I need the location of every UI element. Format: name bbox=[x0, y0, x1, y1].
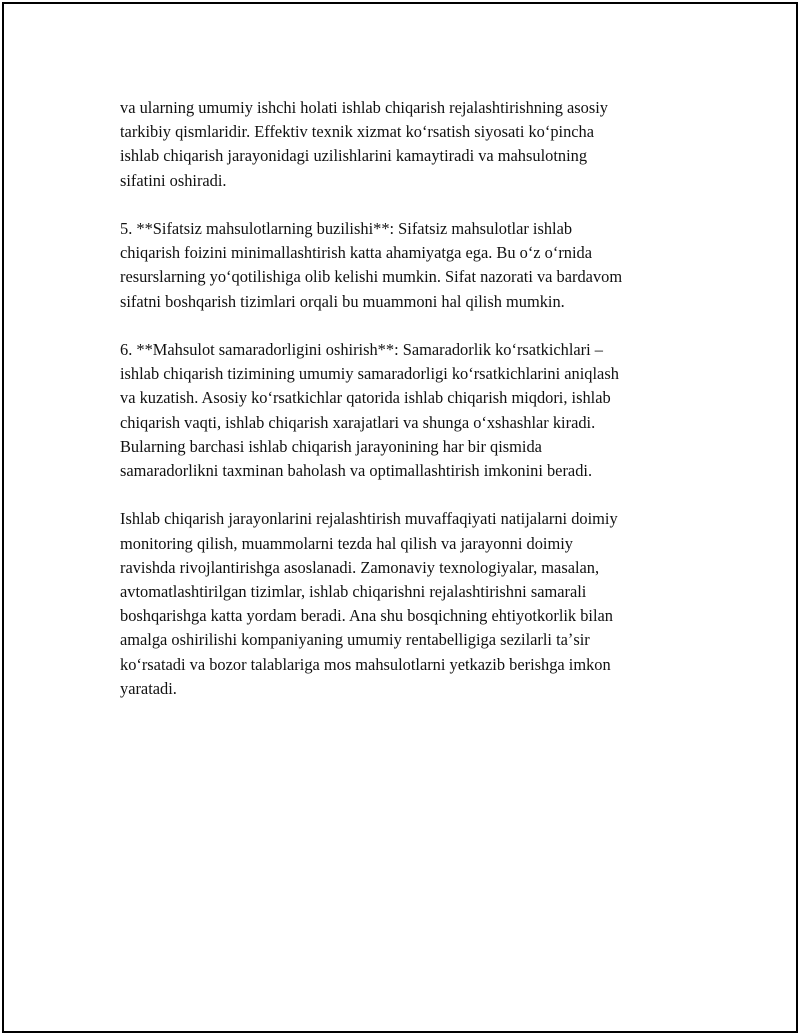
document-page bbox=[2, 2, 798, 1033]
paragraph-defective-products: 5. **Sifatsiz mahsulotlarning buzilishi**: Sifatsiz mahsulotlar ishlab chiqarish foizini minimallashtirish katta ahamiyatga ega. Bu oʻz oʻrnida resurslarning yoʻqotilishiga olib kelishi mumkin. Sifat nazorati va bardavom sifatni boshqarish tizimlari orqali bu muammoni hal qilish mumkin. bbox=[120, 219, 623, 311]
paragraph-maintenance: va ularning umumiy ishchi holati ishlab chiqarish rejalashtirishning asosiy tarkibiy qismlaridir. Effektiv texnik xizmat koʻrsatish siyosati koʻpincha ishlab chiqarish jarayonidagi uzilishlarini kamaytiradi va mahsulotning sifatini oshiradi. bbox=[120, 98, 608, 190]
paragraph-conclusion: Ishlab chiqarish jarayonlarini rejalashtirish muvaffaqiyati natijalarni doimiy monitoring qilish, muammolarni tezda hal qilish va jarayonni doimiy ravishda rivojlantirishga asoslanadi. Zamonaviy texnologiyalar, masalan, avtomatlashtirilgan tizimlar, ishlab chiqarishni rejalashtirishni samarali boshqarishga katta yordam beradi. Ana shu bosqichning ehtiyotkorlik bilan amalga oshirilishi kompaniyaning umumiy rentabelligiga sezilarli taʼsir koʻrsatadi va bozor talablariga mos mahsulotlarni yetkazib berishga imkon yaratadi. bbox=[120, 509, 618, 698]
paragraph-product-efficiency: 6. **Mahsulot samaradorligini oshirish**: Samaradorlik koʻrsatkichlari – ishlab chiqarish tizimining umumiy samaradorligi koʻrsatkichlarini aniqlash va kuzatish. Asosiy koʻrsatkichlar qatorida ishlab chiqarish miqdori, ishlab chiqarish vaqti, ishlab chiqarish xarajatlari va shunga oʻxshashlar kiradi. Bularning barchasi ishlab chiqarish jarayonining har bir qismida samaradorlikni taxminan baholash va optimallashtirish imkonini beradi. bbox=[120, 340, 619, 481]
document-body bbox=[120, 96, 710, 725]
